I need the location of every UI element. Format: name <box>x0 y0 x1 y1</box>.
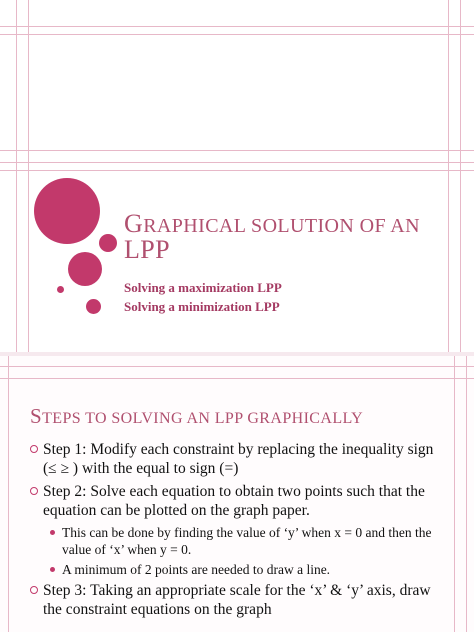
decor-line <box>454 356 455 632</box>
decor-line <box>448 0 449 352</box>
sub-list-item <box>30 524 450 558</box>
decor-circle-dot <box>57 286 64 293</box>
step-1-text: Step 1: Modify each constraint by replacing the inequality sign (≤ ≥ ) with the equal to sign (=) <box>43 441 434 477</box>
title-text: RAPHICAL SOLUTION OF AN <box>143 215 420 237</box>
bullet-ring-icon <box>30 487 38 495</box>
decor-circle-medium <box>68 252 102 286</box>
subtitle-maximization: Solving a maximization LPP <box>124 280 282 295</box>
bullet-ring-icon <box>30 445 38 453</box>
decor-line <box>466 356 467 632</box>
title-initial: S <box>30 404 43 428</box>
decor-line <box>0 162 474 163</box>
decor-line <box>0 34 474 35</box>
decor-circle-small <box>86 299 101 314</box>
list-item <box>30 581 450 619</box>
sub-step-text: This can be done by finding the value of ‘y’ when x = 0 and then the value of ‘x’ when y = 0. <box>62 525 432 557</box>
bullet-dot-icon <box>50 567 55 572</box>
decor-line <box>8 356 9 632</box>
decor-line <box>0 150 474 151</box>
steps-slide <box>0 356 474 632</box>
list-item <box>30 482 450 520</box>
decor-line <box>460 0 461 352</box>
list-item <box>30 440 450 478</box>
decor-circle-small <box>99 234 117 252</box>
slide-title <box>30 404 470 429</box>
decor-line <box>28 0 29 352</box>
sub-step-text: A minimum of 2 points are needed to draw a line. <box>62 562 331 577</box>
title-text: TEPS TO SOLVING AN LPP GRAPHICALLY <box>42 410 364 427</box>
decor-line <box>0 26 474 27</box>
sub-list-item <box>30 561 450 578</box>
subtitle-minimization: Solving a minimization LPP <box>124 299 280 314</box>
step-2-text: Step 2: Solve each equation to obtain two points such that the equation can be plotted on the graph paper. <box>43 483 425 519</box>
title-initial: G <box>124 209 144 238</box>
bullet-ring-icon <box>30 586 38 594</box>
bullet-dot-icon <box>50 530 55 535</box>
step-3-text: Step 3: Taking an appropriate scale for the ‘x’ & ‘y’ axis, draw the constraint equations on the graph <box>43 582 431 618</box>
steps-list <box>30 440 450 623</box>
title-line2: LPP <box>124 235 171 264</box>
decor-line <box>0 378 474 379</box>
slide-title <box>124 209 454 264</box>
decor-line <box>0 366 474 367</box>
decor-line <box>0 170 474 171</box>
decor-circle-large <box>34 178 100 244</box>
decor-line <box>16 0 17 352</box>
